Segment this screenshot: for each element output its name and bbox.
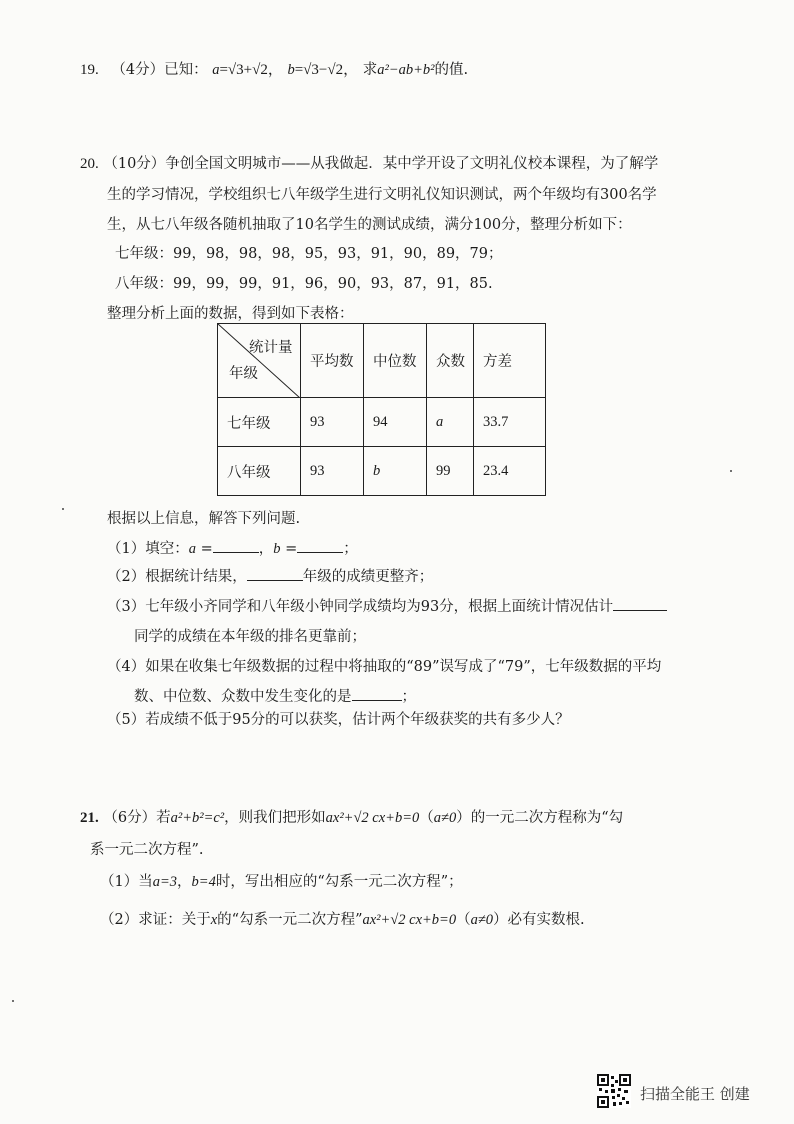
q21-number: 21. xyxy=(80,810,99,826)
qr-code-icon xyxy=(597,1074,631,1108)
q19-a-value: =√3+√2， xyxy=(219,62,283,78)
q21-part-2-end: ）必有实数根. xyxy=(493,912,585,928)
q20-part-1 xyxy=(107,537,358,558)
answer-blank-changed[interactable] xyxy=(352,686,402,701)
q19-a-var: a xyxy=(212,62,220,78)
cell-variance: 33.7 xyxy=(474,398,546,447)
cell-median: b xyxy=(364,447,427,496)
part-3-text: （3）七年级小齐同学和八年级小钟同学成绩均为93分，根据上面统计情况估计 xyxy=(107,599,614,615)
header-median: 中位数 xyxy=(364,324,427,398)
cell-variance: 23.4 xyxy=(474,447,546,496)
q21-x-var: x xyxy=(210,912,218,928)
q21-b-value: b=4 xyxy=(191,874,216,890)
part-1-label: （1）填空： xyxy=(107,541,189,557)
q21-score: （6分）若 xyxy=(103,810,171,826)
header-variance: 方差 xyxy=(474,324,546,398)
cell-median: 94 xyxy=(364,398,427,447)
q20-part-4-line-2 xyxy=(134,685,416,706)
answer-blank-b[interactable] xyxy=(297,538,343,553)
q20-part-3-line-2: 同学的成绩在本年级的排名更靠前； xyxy=(134,629,366,645)
q21-part-2-paren: （ xyxy=(456,912,471,928)
q21-nonzero: a≠0 xyxy=(433,810,457,826)
q20-line-1 xyxy=(80,152,658,173)
q19-number: 19. xyxy=(80,62,99,78)
q21-paren-open: （ xyxy=(419,810,434,826)
q21-equation: ax²+√2 cx+b=0 xyxy=(325,810,420,826)
cell-mode: a xyxy=(427,398,474,447)
q20-grade7-scores: 七年级：99，98，98，98，95，93，91，90，89，79； xyxy=(115,246,503,262)
q21-part-2-label: （2）求证：关于 xyxy=(100,912,211,928)
part-4-text: 数、中位数、众数中发生变化的是 xyxy=(134,689,352,705)
row-label: 七年级 xyxy=(218,398,301,447)
q21-line-1 xyxy=(80,806,623,827)
corner-top-label: 统计量 xyxy=(249,339,293,356)
q21-part-1-label: （1）当 xyxy=(100,874,153,890)
q20-grade8-scores: 八年级：99，99，99，91，96，90，93，87，91，85. xyxy=(115,276,493,292)
q19 xyxy=(80,58,468,79)
q20-intro-2: 生的学习情况，学校组织七八年级学生进行文明礼仪知识测试，两个年级均有300名学 xyxy=(107,187,657,203)
q21-part-2 xyxy=(100,908,585,929)
q20-intro-3: 生，从七八年级各随机抽取了10名学生的测试成绩，满分100分，整理分析如下： xyxy=(107,217,632,233)
part-1-b-var: b xyxy=(273,541,281,557)
scan-speck xyxy=(12,1000,14,1002)
table-row xyxy=(218,398,546,447)
q21-part-1-text: 时，写出相应的“勾系一元二次方程”； xyxy=(215,874,463,890)
q20-part-2 xyxy=(107,565,433,586)
part-2-end: 年级的成绩更整齐； xyxy=(302,569,434,585)
corner-bottom-label: 年级 xyxy=(229,365,258,382)
q21-text-1: ，则我们把形如 xyxy=(224,810,326,826)
part-4-end: ； xyxy=(401,689,416,705)
q19-score: （4分）已知： xyxy=(111,62,208,78)
q19-expression: a²−ab+b² xyxy=(377,62,435,78)
answer-blank-student[interactable] xyxy=(613,596,667,611)
q21-text-2: ）的一元二次方程称为“勾 xyxy=(456,810,624,826)
q20-number: 20. xyxy=(80,156,99,172)
scan-speck xyxy=(62,508,64,510)
header-mean: 平均数 xyxy=(301,324,364,398)
answer-blank-a[interactable] xyxy=(213,538,259,553)
q20-part-4: （4）如果在收集七年级数据的过程中将抽取的“89”误写成了“79”，七年级数据的平均 xyxy=(107,659,662,675)
cell-mean: 93 xyxy=(301,398,364,447)
q19-b-var: b xyxy=(287,62,295,78)
scanner-watermark: 扫描全能王 创建 xyxy=(640,1085,750,1103)
q21-a-value: a=3 xyxy=(152,874,178,890)
q21-part-1-sep: ， xyxy=(177,874,192,890)
part-1-eq-b: = xyxy=(280,541,298,557)
q19-b-value: =√3−√2， xyxy=(294,62,359,78)
q19-ask: 求 xyxy=(362,62,378,78)
q21-part-2-text: 的“勾系一元二次方程” xyxy=(217,912,363,928)
part-1-sep: ， xyxy=(258,541,274,557)
q20-part-5: （5）若成绩不低于95分的可以获奖，估计两个年级获奖的共有多少人？ xyxy=(107,712,570,728)
q19-ask-end: 的值. xyxy=(434,62,469,78)
cell-mode: 99 xyxy=(427,447,474,496)
q20-answer-intro: 根据以上信息，解答下列问题. xyxy=(107,511,301,527)
q21-condition: a²+b²=c² xyxy=(170,810,225,826)
q21-part-1 xyxy=(100,870,463,891)
q21-line-2: 系一元二次方程”. xyxy=(90,842,204,858)
scan-speck xyxy=(730,470,732,472)
row-label: 八年级 xyxy=(218,447,301,496)
table-row xyxy=(218,447,546,496)
q20-intro-1: （10分）争创全国文明城市——从我做起．某中学开设了文明礼仪校本课程，为了解学 xyxy=(103,156,659,172)
cell-mean: 93 xyxy=(301,447,364,496)
part-1-a-var: a xyxy=(188,541,196,557)
header-mode: 众数 xyxy=(427,324,474,398)
answer-blank-grade[interactable] xyxy=(247,566,303,581)
part-1-eq-a: = xyxy=(195,541,213,557)
table-corner-diagonal xyxy=(218,324,300,398)
q21-part-2-equation: ax²+√2 cx+b=0 xyxy=(362,912,457,928)
q20-part-3 xyxy=(107,595,667,616)
q20-table-intro: 整理分析上面的数据，得到如下表格： xyxy=(107,306,354,322)
q21-part-2-nonzero: a≠0 xyxy=(470,912,494,928)
part-2-label: （2）根据统计结果， xyxy=(107,569,247,585)
part-1-end: ； xyxy=(343,541,358,557)
